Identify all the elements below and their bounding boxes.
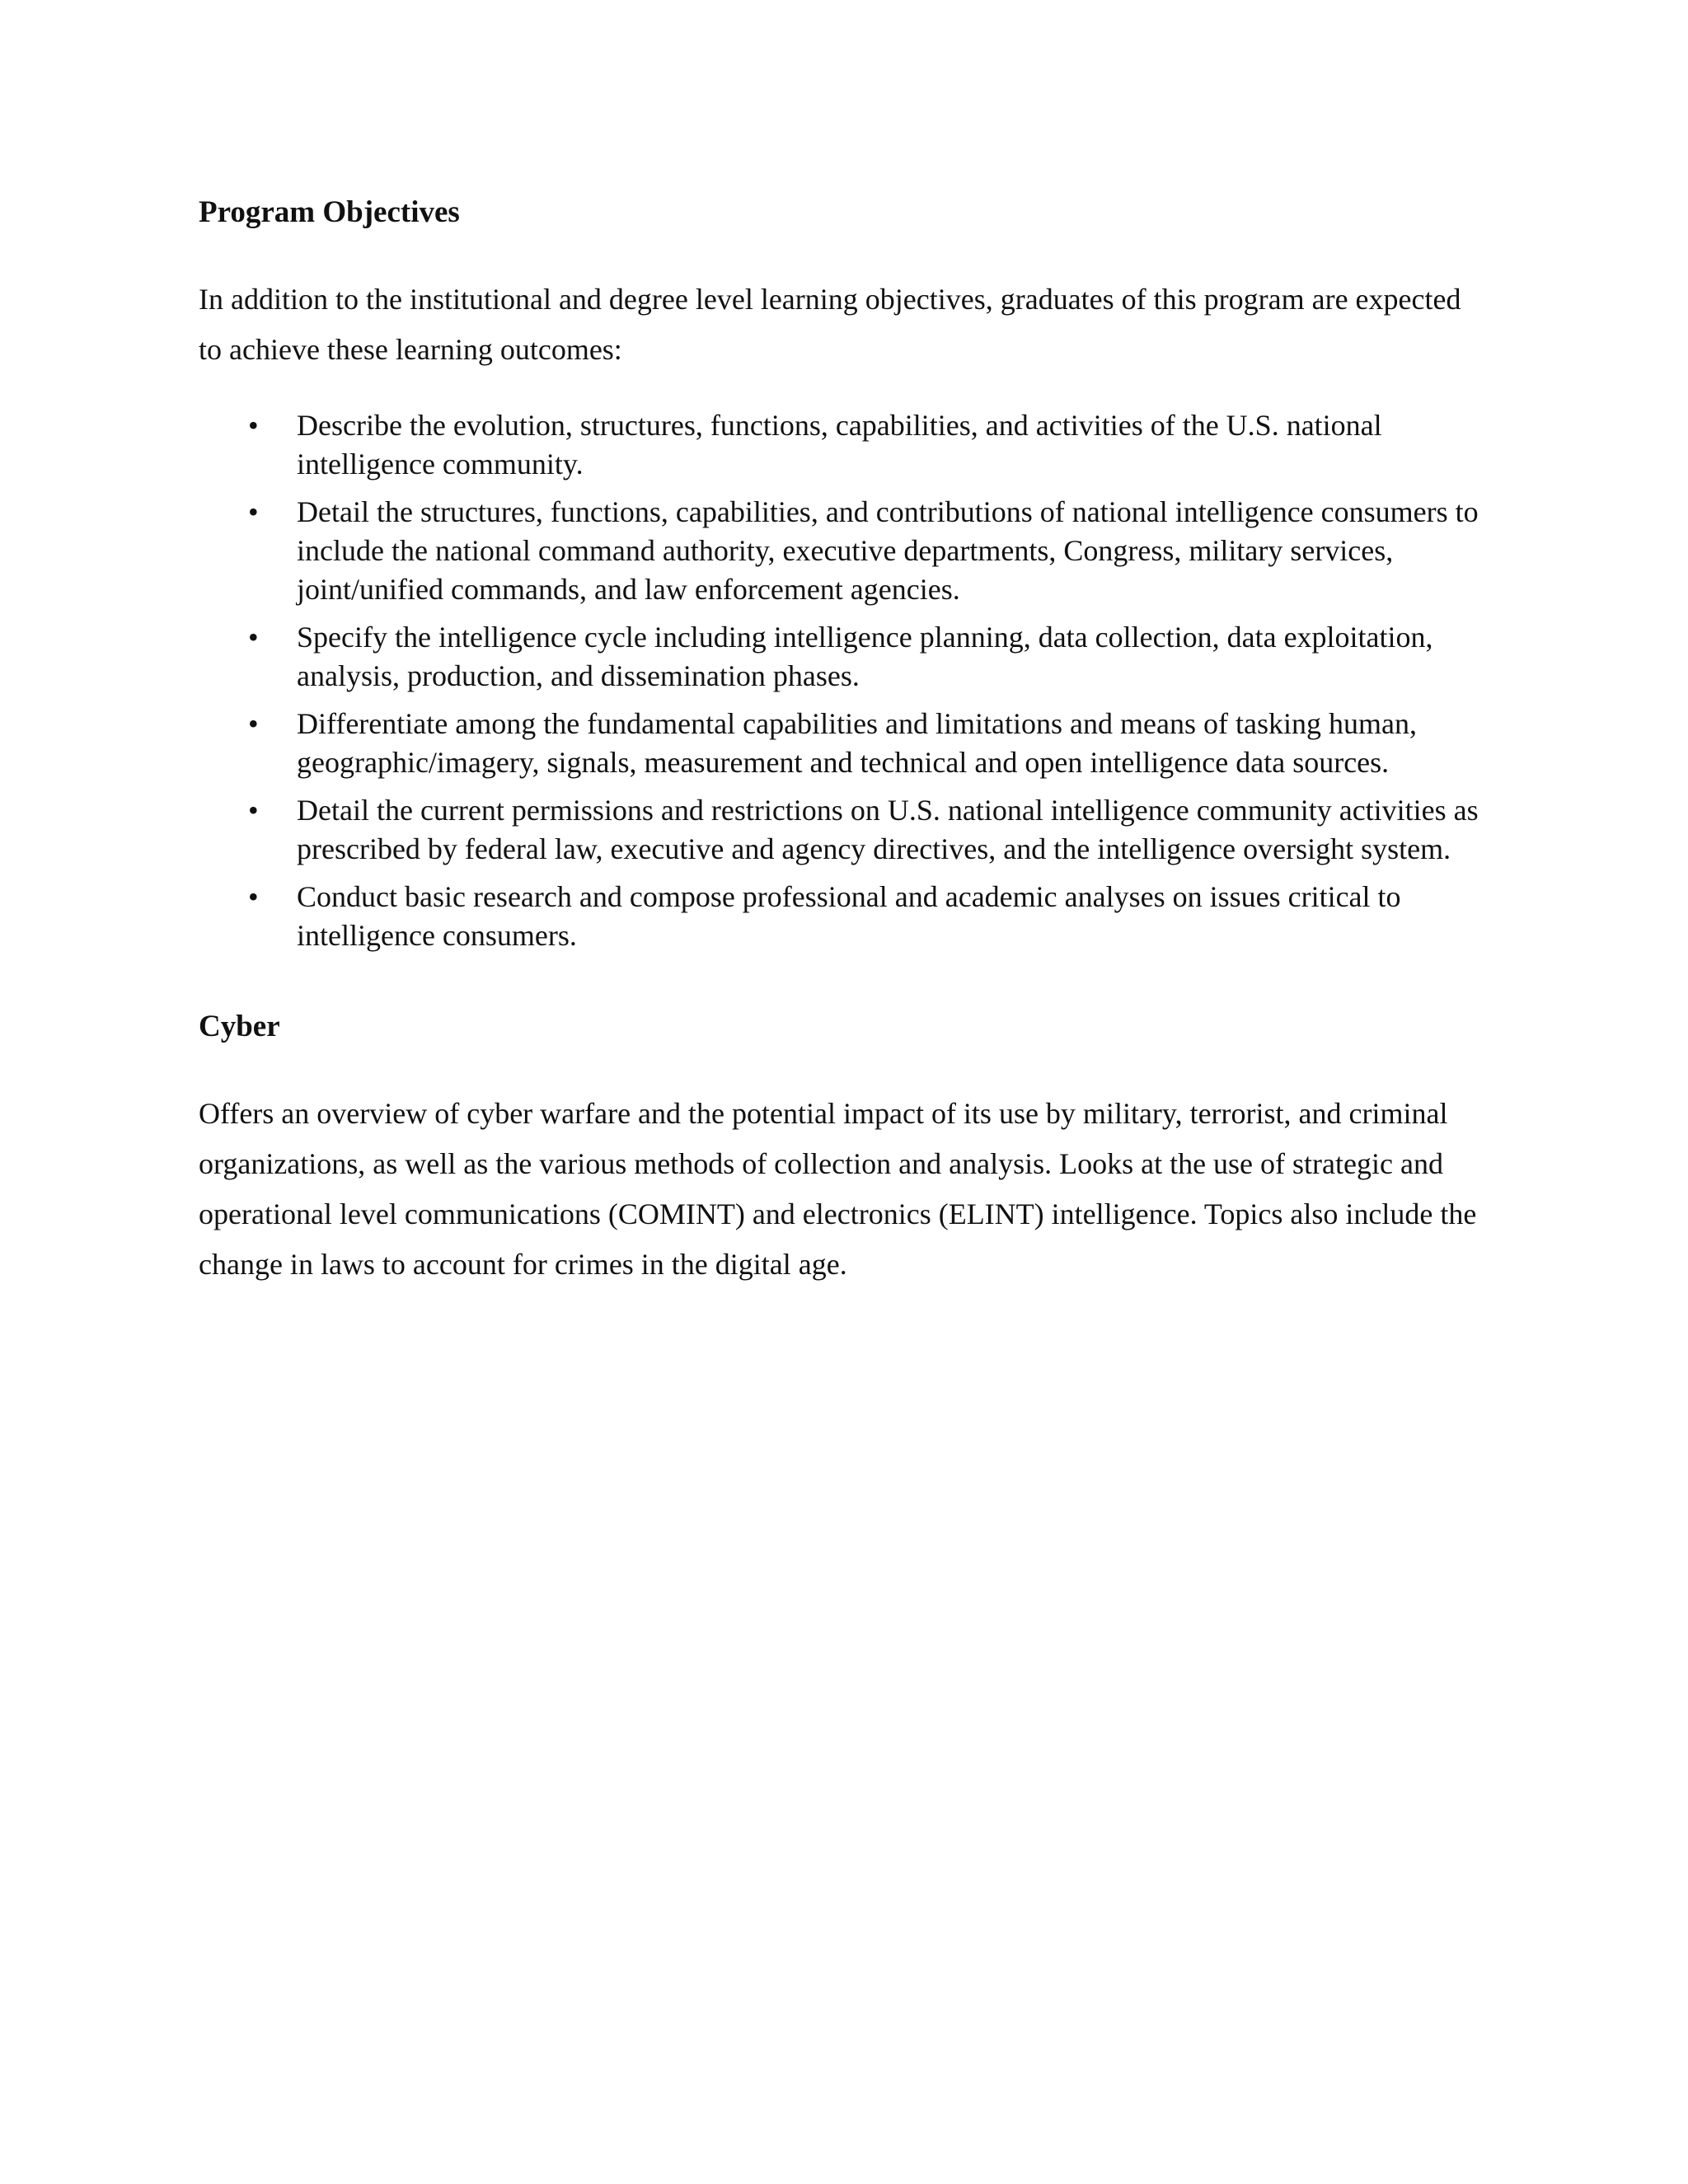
list-item-text: Detail the current permissions and restrictions on U.S. national intelligence community activities as prescribed by federal law, executive and agency directives, and the intelligence oversight system. bbox=[297, 794, 1479, 865]
list-item bbox=[199, 878, 1492, 955]
list-item bbox=[199, 705, 1492, 782]
bullet-icon: • bbox=[248, 495, 259, 528]
list-item-text: Describe the evolution, structures, functions, capabilities, and activities of the U.S. national intelligence community. bbox=[297, 409, 1382, 480]
program-objectives-intro: In addition to the institutional and degree level learning objectives, graduates of this program are expected to achieve these learning outcomes: bbox=[199, 283, 1461, 366]
cyber-description: Offers an overview of cyber warfare and the potential impact of its use by military, terrorist, and criminal organizations, as well as the various methods of collection and analysis. Looks at the use of strategic and operational level communications (COMINT) and electronics (ELINT) intelligence. Topics also include the change in laws to account for crimes in the digital age. bbox=[199, 1097, 1477, 1281]
learning-outcomes-list bbox=[199, 406, 1484, 955]
list-item bbox=[199, 406, 1492, 484]
cyber-heading: Cyber bbox=[199, 1010, 280, 1043]
bullet-icon: • bbox=[248, 409, 259, 442]
bullet-icon: • bbox=[248, 880, 259, 913]
list-item bbox=[199, 791, 1492, 869]
list-item-text: Conduct basic research and compose professional and academic analyses on issues critical to intelligence consumers. bbox=[297, 880, 1401, 952]
bullet-icon: • bbox=[248, 794, 259, 827]
list-item bbox=[199, 618, 1492, 696]
bullet-icon: • bbox=[248, 621, 259, 654]
program-objectives-heading: Program Objectives bbox=[199, 195, 460, 229]
list-item-text: Specify the intelligence cycle including intelligence planning, data collection, data exploitation, analysis, production, and dissemination phases. bbox=[297, 621, 1433, 692]
list-item-text: Differentiate among the fundamental capabilities and limitations and means of tasking human, geographic/imagery, signals, measurement and technical and open intelligence data sources. bbox=[297, 707, 1417, 779]
list-item-text: Detail the structures, functions, capabilities, and contributions of national intelligence consumers to include the national command authority, executive departments, Congress, military services, joint/unified commands, and law enforcement agencies. bbox=[297, 495, 1479, 606]
bullet-icon: • bbox=[248, 707, 259, 740]
list-item bbox=[199, 493, 1492, 609]
document-page bbox=[199, 194, 1484, 1290]
